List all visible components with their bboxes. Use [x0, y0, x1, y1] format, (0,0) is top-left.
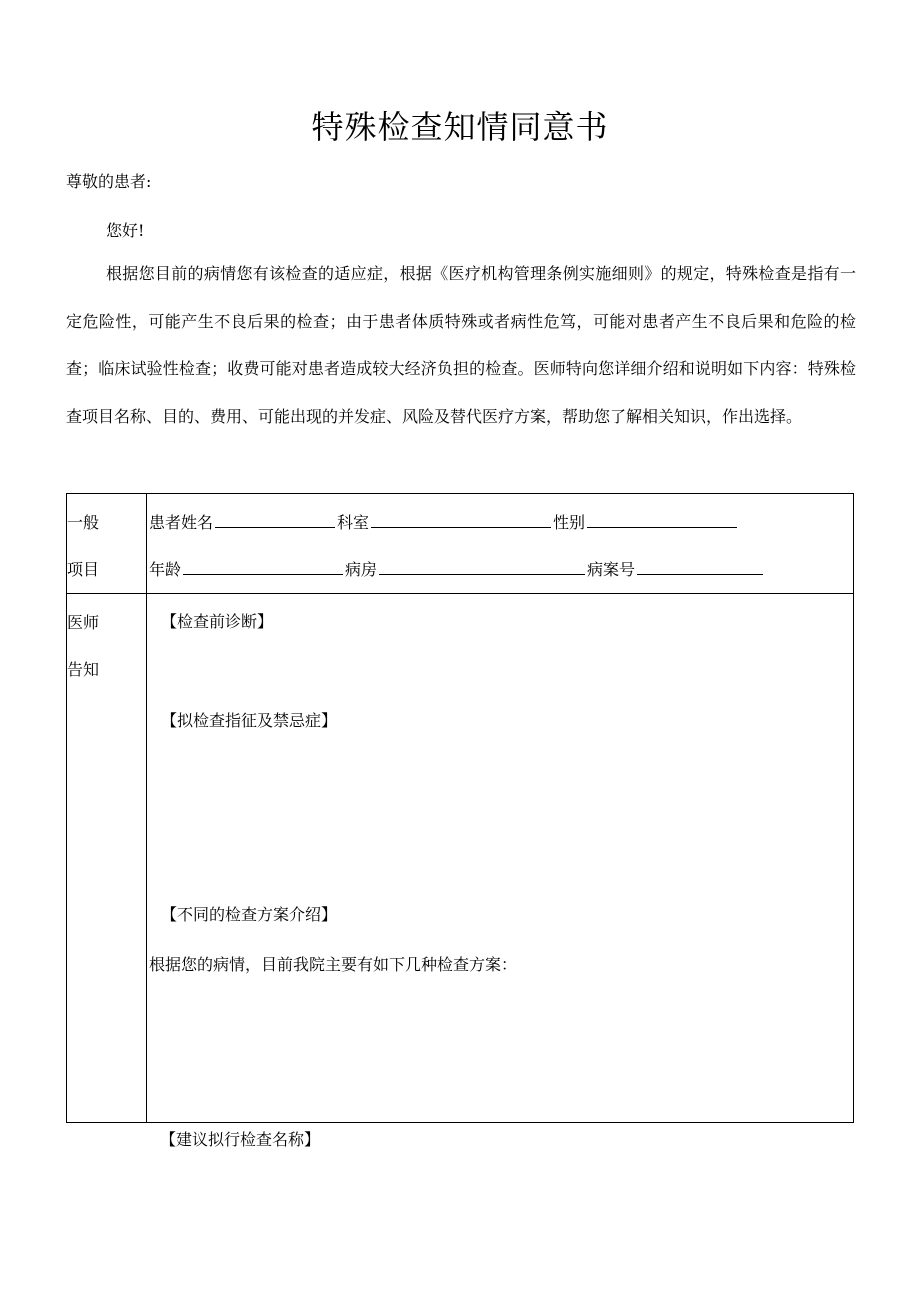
case-no-field[interactable] [637, 558, 763, 575]
gender-field[interactable] [587, 511, 737, 528]
recommended-exam-heading: 【建议拟行检查名称】 [160, 1130, 321, 1149]
patient-name-field[interactable] [215, 511, 335, 528]
pre-diagnosis-heading: 【检查前诊断】 [161, 612, 274, 631]
options-text: 根据您的病情，目前我院主要有如下几种检查方案： [149, 955, 518, 974]
consent-form-table [66, 493, 854, 1123]
doctor-label-line2: 告知 [67, 660, 100, 679]
gender-label: 性别 [553, 513, 586, 532]
department-label: 科室 [337, 513, 370, 532]
doctor-label-line1: 医师 [67, 613, 100, 632]
fields-line-1 [149, 510, 739, 533]
department-field[interactable] [371, 511, 551, 528]
general-info-row [67, 494, 853, 594]
salutation: 尊敬的患者: [66, 172, 152, 191]
options-heading: 【不同的检查方案介绍】 [161, 905, 338, 924]
indications-heading: 【拟检查指征及禁忌症】 [161, 711, 338, 730]
ward-field[interactable] [379, 558, 585, 575]
page-title: 特殊检查知情同意书 [311, 108, 609, 146]
general-label-line2: 项目 [67, 560, 100, 579]
case-no-label: 病案号 [587, 560, 636, 579]
ward-label: 病房 [345, 560, 378, 579]
greeting: 您好! [106, 221, 145, 240]
patient-name-label: 患者姓名 [149, 513, 214, 532]
age-field[interactable] [183, 558, 343, 575]
age-label: 年龄 [149, 560, 182, 579]
fields-line-2 [149, 557, 765, 580]
general-label-line1: 一般 [67, 513, 100, 532]
intro-paragraph: 根据您目前的病情您有该检查的适应症，根据《医疗机构管理条例实施细则》的规定，特殊检查是指有一定危险性，可能产生不良后果的检查；由于患者体质特殊或者病性危笃，可能对患者产生不良后果和危险的检查；临床试验性检查；收费可能对患者造成较大经济负担的检查。医师特向您详细介绍和说明如下内容：特殊检查项目名称、目的、费用、可能出现的并发症、风险及替代医疗方案，帮助您了解相关知识，作出选择。 [66, 264, 856, 426]
